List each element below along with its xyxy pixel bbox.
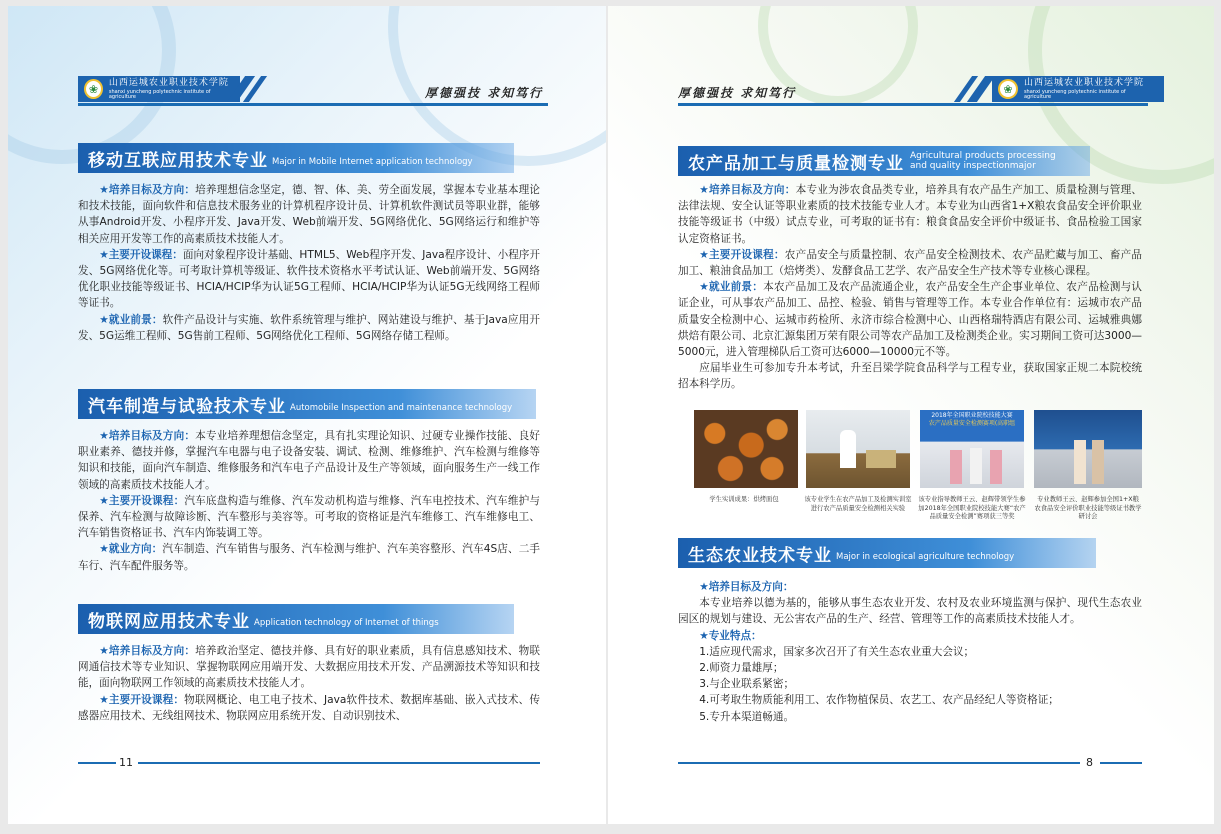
paragraph-label: 主要开设课程： (708, 248, 785, 261)
paragraph-label: 培养目标及方向： (708, 581, 794, 593)
paragraph-label: 就业方向： (108, 543, 163, 556)
photo-caption: 专业教师王云、赵辉参加全国1+X粮农食品安全评价职业技能等级证书教学研讨会 (1034, 496, 1142, 520)
paragraph-text: 物联网概论、电工电子技术、Java软件技术、数据库基础、嵌入式技术、传感器应用技术、无线组网技术、物联网应用系统开发、自动识别技术、 (78, 693, 541, 722)
section-body (678, 182, 1142, 393)
section-title-en: Application technology of Internet of things (254, 618, 439, 628)
paragraph-label: 主要开设课程： (108, 494, 185, 507)
paragraph-text: 软件产品设计与实施、软件系统管理与维护、网站建设与维护、基于Java应用开发、5G运维工程师、5G售前工程师、5G网络优化工程师、5G网络存储工程师。 (78, 313, 541, 342)
paragraph-text: 培养理想信念坚定，德、智、体、美、劳全面发展，掌握本专业基本理论和技术技能，面向软件和信息技术服务业的计算机程序设计员、计算机软件测试员等职业群，能够从事Android开发、小程序开发、Java开发、Web前端开发、5G网络优化、5G网络运行和维护等相关应用开发等工作的高素质技术技能人才。 (78, 184, 540, 245)
photo-banner-text (922, 412, 1022, 428)
paragraph (678, 360, 1142, 392)
paragraph: ★就业前景：软件产品设计与实施、软件系统管理与维护、网站建设与维护、基于Java应用开发、5G运维工程师、5G售前工程师、5G网络优化工程师、5G网络存储工程师。 (78, 313, 541, 342)
photo-caption: 该专业学生在农产品加工及检测实训室进行农产品质量安全检测相关实验 (804, 496, 912, 512)
paragraph-label: 主要开设课程： (108, 248, 183, 261)
feature-item: 1.适应现代需求，国家多次召开了有关生态农业重大会议； (699, 645, 975, 658)
section-body (78, 428, 540, 574)
paragraph-label: 培养目标及方向： (108, 430, 196, 442)
photo-caption: 该专业指导教师王云、赵辉带领学生参加2018年全国职业院校技能大赛“农产品质量安全检测”赛项获三等奖 (918, 496, 1026, 520)
paragraph: ★就业前景：本农产品加工及农产品流通企业，农产品安全生产企事业单位、农产品检测与认证企业，可从事农产品加工、品控、检验、销售与管理等工作。本专业合作单位有：运城市农产品质量安全检测中心、运城市药检所、永济市综合检测中心、山西格瑞特酒店有限公司、运城雅典娜烘焙有限公司、北京汇源集团万荣有限公司等农产品加工及检测类企业。实习期间工资可达3000—5000元，进入管理梯队后工资可达6000—10000元不等。 (678, 281, 1143, 359)
school-name-cn: 山西运城农业职业技术学院 (108, 77, 229, 88)
page-number: 11 (119, 756, 133, 769)
section-title-banner (78, 389, 536, 419)
feature-item: 3.与企业联系紧密； (699, 678, 795, 691)
photo-banner-title: 2018年全国职业院校技能大赛 (931, 412, 1013, 419)
paragraph-heading: ★专业特点： (699, 629, 762, 642)
photo-seminar (1034, 410, 1142, 488)
photo-caption: 学生实训成果：烘烤面包 (709, 496, 779, 503)
paragraph: ★主要开设课程：农产品安全与质量控制、农产品安全检测技术、农产品贮藏与加工、畜产品加工、粮油食品加工（焙烤类）、发酵食品工艺学、农产品安全生产技术等专业核心课程。 (678, 248, 1143, 278)
feature-item: 4.可考取生物质能利用工、农作物植保员、农艺工、农产品经纪人等资格证； (699, 694, 1059, 707)
school-motto: 厚德强技 求知笃行 (678, 86, 797, 100)
school-emblem-icon: ❀ (84, 79, 103, 99)
section-title-en: Major in ecological agriculture technology (836, 552, 1015, 562)
paragraph: ★培养目标及方向：培养理想信念坚定，德、智、体、美、劳全面发展，掌握本专业基本理论和技术技能，面向软件和信息技术服务业的计算机程序设计员、计算机软件测试员等职业群，能够从事Android开发、小程序开发、Java开发、Web前端开发、5G网络优化、5G网络运行和维护等相关应用开发等工作的高素质技术技能人才。 (78, 184, 540, 245)
section-title-banner (678, 538, 1096, 568)
photo-figure (990, 450, 1002, 484)
section-title-cn: 物联网应用技术专业 (88, 611, 250, 632)
section-title-cn: 汽车制造与试验技术专业 (88, 396, 286, 417)
footer-rule (678, 762, 1080, 764)
paragraph: ★主要开设课程：汽车底盘构造与维修、汽车发动机构造与维修、汽车电控技术、汽车维护与保养、汽车检测与故障诊断、汽车整形与美容等。可考取的资格证是汽车维修工、汽车维修电工、汽车销售资格证书、汽车内饰装调工等。 (78, 494, 541, 540)
paragraph-label: 主要开设课程： (108, 693, 185, 706)
section-title-en (910, 151, 1056, 171)
photo-figure (970, 448, 982, 484)
paragraph-label: 就业前景： (108, 313, 163, 326)
paragraph-label: 培养目标及方向： (108, 645, 196, 657)
paragraph-text: 培养政治坚定、德技并修、具有好的职业素质，具有信息感知技术、物联网通信技术等专业知识、掌握物联网应用端开发、大数据应用技术开发、产品溯源技术等知识和技能，面向物联网工作领域的高素质技术技能人才。 (78, 645, 540, 690)
photo-lab-experiment (806, 410, 910, 488)
section-title-cn: 移动互联应用技术专业 (88, 150, 268, 171)
header-rule (678, 103, 1148, 106)
paragraph: ★主要开设课程：面向对象程序设计基础、HTML5、Web程序开发、Java程序设计、小程序开发、5G网络优化等。可考取计算机等级证、软件技术资格水平考试认证、Web前端开发、5G网络优化职业技能等级证书、HCIA/HCIP华为认证5G工程师、HCIA/HCIP华为认证5G无线网络工程师等证书。 (78, 248, 540, 310)
section-title-cn: 农产品加工与质量检测专业 (688, 153, 904, 174)
section-title-en: Major in Mobile Internet application technology (272, 157, 473, 167)
right-page (608, 6, 1214, 824)
section-body (678, 579, 1142, 725)
photo-competition (920, 410, 1024, 488)
page-header (8, 76, 606, 106)
paragraph-text: 本专业培养理想信念坚定，具有扎实理论知识、过硬专业操作技能、良好职业素养、德技并修，掌握汽车电器与电子设备安装、调试、检测、维修维护、汽车检测与维修等知识和技能，面向汽车制造、维修服务和汽车电子产品设计及生产等领域，面向服务生产一线工作领域的高素质技术技能人才。 (78, 430, 540, 491)
paragraph-text: 本专业培养以德为基的，能够从事生态农业开发、农村及农业环境监测与保护、现代生态农业园区的规划与建设、无公害农产品的生产、经营、管理等工作的高素质技术技能人才。 (678, 597, 1142, 626)
section-body (78, 643, 540, 724)
photo-bottles (866, 450, 896, 468)
paragraph: ★培养目标及方向：本专业为涉农食品类专业，培养具有农产品生产加工、质量检测与管理、法律法规、安全认证等职业素质的技术技能专业人才。本专业为山西省1+X粮农食品安全评价职业技能等级证书（中级）试点专业，可考取的证书有：粮食食品安全评价中级证书、食品检验工国家认定资格证书。 (678, 184, 1143, 245)
feature-item: 2.师资力量雄厚； (699, 662, 784, 675)
photo-strip (694, 410, 1142, 530)
footer-rule (138, 762, 540, 764)
paragraph-text: 本农产品加工及农产品流通企业，农产品安全生产企事业单位、农产品检测与认证企业，可从事农产品加工、品控、检验、销售与管理等工作。本专业合作单位有：运城市农产品质量安全检测中心、运城市药检所、永济市综合检测中心、山西格瑞特酒店有限公司、运城雅典娜烘焙有限公司、北京汇源集团万荣有限公司等农产品加工及检测类企业。实习期间工资可达3000—5000元，进入管理梯队后工资可达6000—10000元不等。 (678, 281, 1143, 359)
school-logo (78, 76, 240, 102)
paragraph-text: 本专业为涉农食品类专业，培养具有农产品生产加工、质量检测与管理、法律法规、安全认证等职业素质的技术技能专业人才。本专业为山西省1+X粮农食品安全评价职业技能等级证书（中级）试点专业，可考取的证书有：粮食食品安全评价中级证书、食品检验工国家认定资格证书。 (678, 184, 1143, 245)
paragraph-text: 汽车制造、汽车销售与服务、汽车检测与维护、汽车美容整形、汽车4S店、二手车行、汽车配件服务等。 (78, 543, 541, 572)
paragraph (678, 595, 1142, 627)
section-title-en-line: and quality inspectionmajor (910, 161, 1036, 171)
paragraph-text: 面向对象程序设计基础、HTML5、Web程序开发、Java程序设计、小程序开发、5G网络优化等。可考取计算机等级证、软件技术资格水平考试认证、Web前端开发、5G网络优化职业技能等级证书、HCIA/HCIP华为认证5G工程师、HCIA/HCIP华为认证5G无线网络工程师等证书。 (78, 248, 540, 310)
section-title-banner (678, 146, 1090, 176)
section-title-en-line: Agricultural products processing (910, 151, 1056, 161)
school-name-cn: 山西运城农业职业技术学院 (1023, 77, 1144, 88)
paragraph: ★就业方向：汽车制造、汽车销售与服务、汽车检测与维护、汽车美容整形、汽车4S店、二手车行、汽车配件服务等。 (78, 543, 541, 572)
photo-figure (840, 430, 856, 468)
photo-figure (1092, 440, 1104, 484)
paragraph-text: 农产品安全与质量控制、农产品安全检测技术、农产品贮藏与加工、畜产品加工、粮油食品加工（焙烤类）、发酵食品工艺学、农产品安全生产技术等专业核心课程。 (678, 248, 1143, 278)
paragraph-text: 应届毕业生可参加专升本考试，升至吕梁学院食品科学与工程专业，获取国家正规二本院校统招本科学历。 (678, 362, 1142, 391)
left-page (8, 6, 606, 824)
section-title-en: Automobile Inspection and maintenance technology (290, 403, 513, 413)
section-body (78, 182, 540, 344)
school-emblem-icon: ❀ (998, 79, 1018, 99)
paragraph-label: 就业前景： (708, 281, 764, 294)
paragraph: ★培养目标及方向：培养政治坚定、德技并修、具有好的职业素质，具有信息感知技术、物联网通信技术等专业知识、掌握物联网应用端开发、大数据应用技术开发、产品溯源技术等知识和技能，面向物联网工作领域的高素质技术技能人才。 (78, 645, 540, 690)
school-name-en: shanxi yuncheng polytechnic institute of agriculture (1023, 88, 1126, 100)
photo-figure (950, 450, 962, 484)
section-title-cn: 生态农业技术专业 (688, 545, 832, 566)
section-title-banner (78, 143, 514, 173)
paragraph-heading: ★培养目标及方向： (699, 581, 794, 593)
photo-baked-bread (694, 410, 798, 488)
section-title-banner (78, 604, 514, 634)
header-rule (78, 103, 548, 106)
photo-banner-subtitle: 农产品质量安全检测赛项(高职组 (928, 420, 1016, 427)
school-motto: 厚德强技 求知笃行 (425, 86, 544, 100)
footer-rule (78, 762, 116, 764)
page-footer (8, 756, 606, 770)
photo-figure (1074, 440, 1086, 484)
page-footer (608, 756, 1214, 770)
paragraph-label: 培养目标及方向： (708, 184, 796, 196)
paragraph-label: 专业特点： (708, 629, 762, 642)
paragraph-label: 培养目标及方向： (108, 184, 196, 196)
feature-item: 5.专升本渠道畅通。 (699, 710, 795, 723)
footer-rule (1100, 762, 1142, 764)
school-name-en: shanxi yuncheng polytechnic institute of agriculture (108, 88, 211, 100)
paragraph: ★主要开设课程：物联网概论、电工电子技术、Java软件技术、数据库基础、嵌入式技术、传感器应用技术、无线组网技术、物联网应用系统开发、自动识别技术、 (78, 693, 541, 722)
paragraph: ★培养目标及方向：本专业培养理想信念坚定，具有扎实理论知识、过硬专业操作技能、良好职业素养、德技并修，掌握汽车电器与电子设备安装、调试、检测、维修维护、汽车检测与维修等知识和技能，面向汽车制造、维修服务和汽车电子产品设计及生产等领域，面向服务生产一线工作领域的高素质技术技能人才。 (78, 430, 540, 491)
paragraph-text: 汽车底盘构造与维修、汽车发动机构造与维修、汽车电控技术、汽车维护与保养、汽车检测与故障诊断、汽车整形与美容等。可考取的资格证是汽车维修工、汽车维修电工、汽车销售资格证书、汽车内饰装调工等。 (78, 494, 541, 540)
page-header (608, 76, 1214, 106)
page-number: 8 (1086, 756, 1093, 769)
school-logo (992, 76, 1164, 102)
